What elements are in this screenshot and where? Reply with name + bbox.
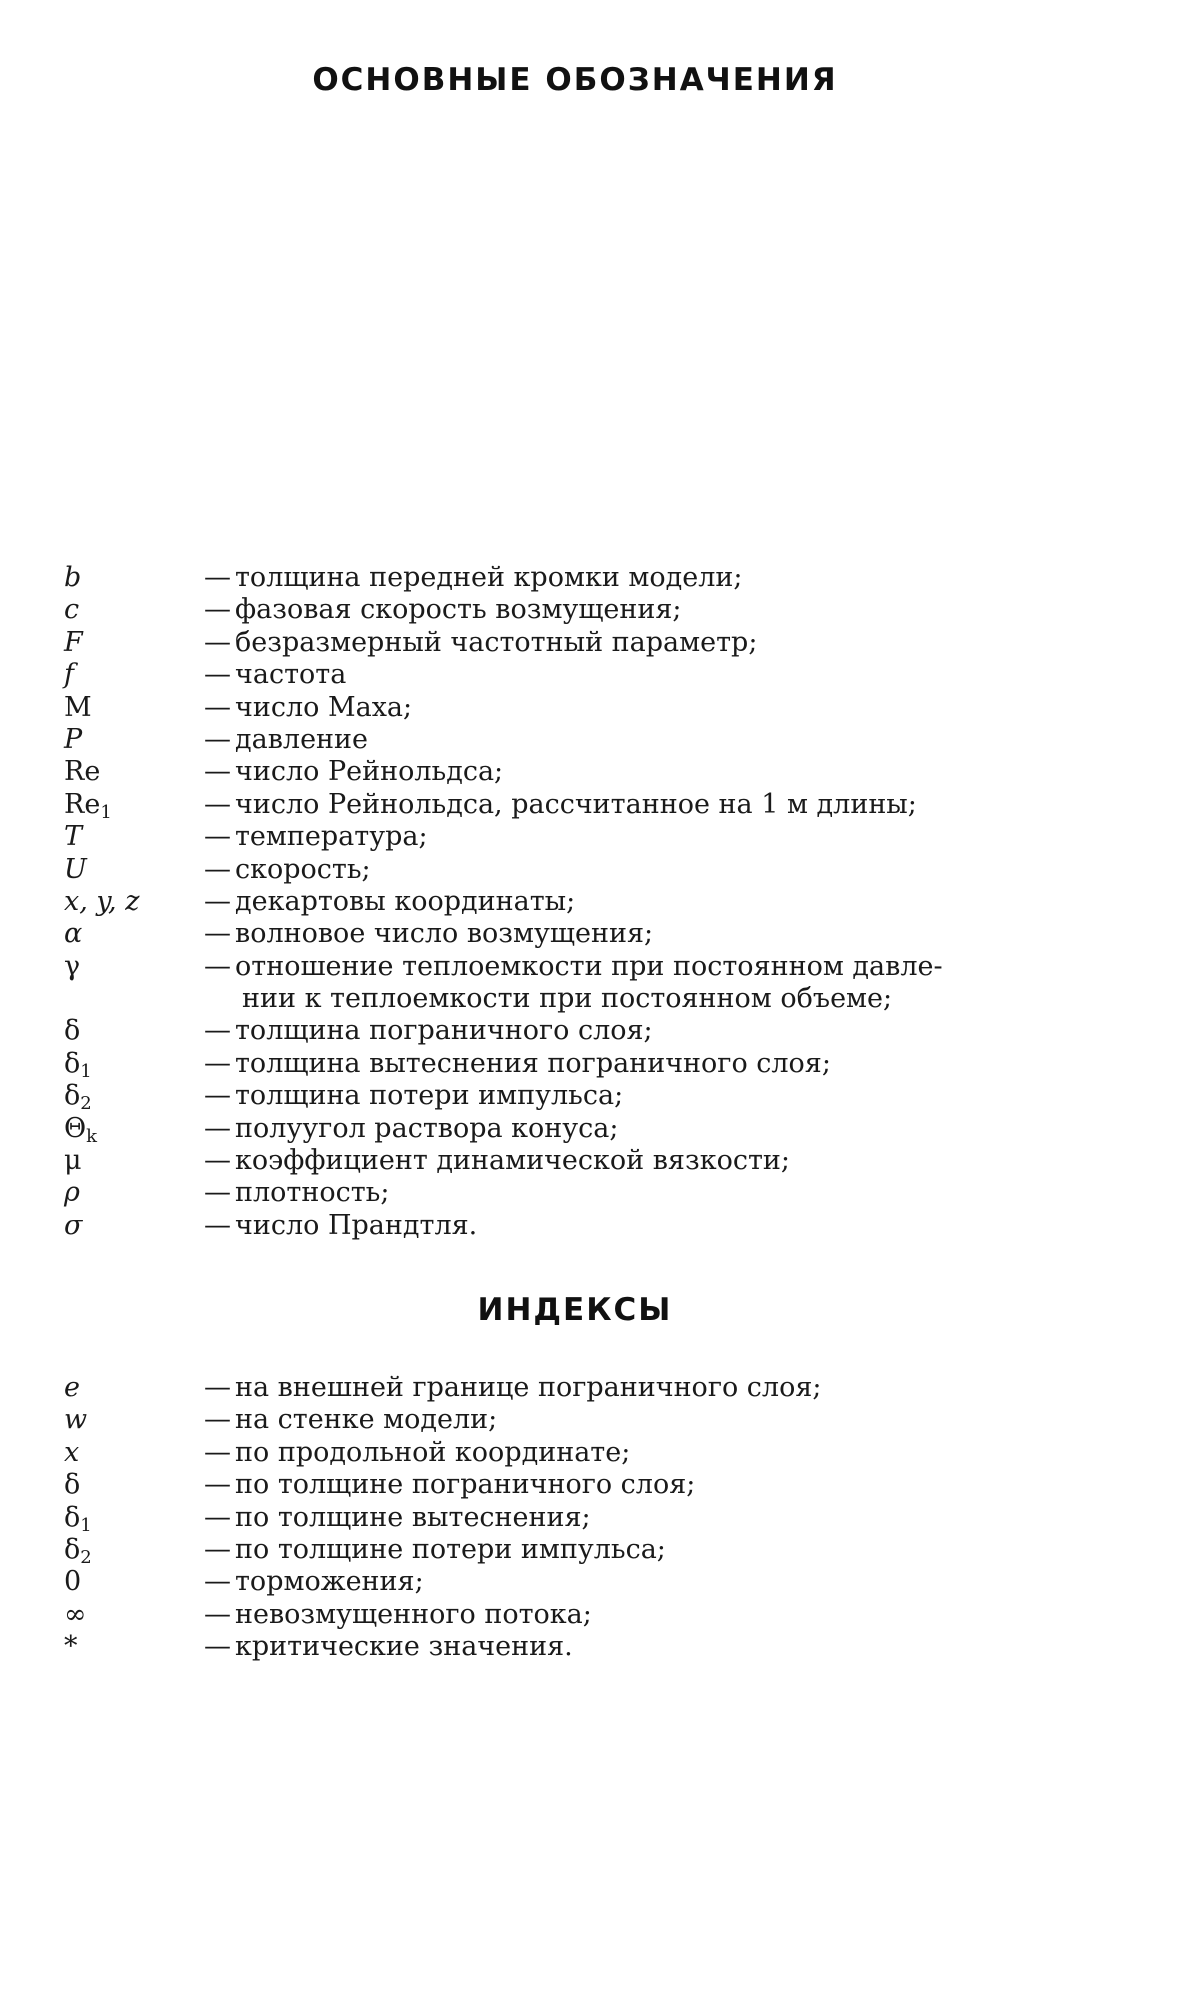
definition [204, 1372, 821, 1404]
index-list [64, 1372, 1124, 1664]
symbol-text: δ [64, 1015, 81, 1047]
symbol-text: δ [64, 1469, 81, 1501]
definition [204, 692, 412, 724]
em-dash: — [204, 1145, 231, 1177]
symbol-text: w [64, 1404, 88, 1436]
symbol [64, 1177, 204, 1209]
em-dash: — [204, 1631, 231, 1663]
notation-row [64, 886, 1124, 918]
symbol [64, 918, 204, 950]
symbol-text: c [64, 594, 80, 626]
definition [204, 1631, 573, 1663]
symbol-text: P [64, 723, 83, 755]
symbol-text: δ [64, 1047, 81, 1079]
definition-text: на внешней границе пограничного слоя; [235, 1372, 822, 1403]
symbol [64, 627, 204, 659]
symbol [64, 1469, 204, 1501]
symbol [64, 1599, 204, 1631]
symbol-subscript: 2 [80, 1546, 92, 1568]
em-dash: — [204, 1566, 231, 1598]
definition-text: температура; [235, 821, 428, 853]
symbol [64, 886, 204, 918]
symbol [64, 1372, 204, 1404]
symbol [64, 1631, 204, 1663]
section-heading-indices: ИНДЕКСЫ [477, 1292, 673, 1328]
definition-text: число Маха; [235, 691, 413, 723]
symbol [64, 562, 204, 594]
em-dash: — [204, 1080, 231, 1112]
symbol-text: M [64, 691, 92, 723]
em-dash: — [204, 1209, 231, 1241]
definition [204, 627, 757, 659]
symbol-text: ρ [64, 1177, 80, 1209]
symbol [64, 1566, 204, 1598]
em-dash: — [204, 1112, 231, 1144]
symbol [64, 692, 204, 724]
em-dash: — [204, 1533, 231, 1565]
definition [204, 854, 371, 886]
definition [204, 951, 943, 983]
em-dash: — [204, 723, 231, 755]
definition [204, 1437, 630, 1469]
notation-row [64, 724, 1124, 756]
symbol [64, 789, 204, 821]
definition-text: число Рейнольдса, рассчитанное на 1 м длины; [235, 788, 917, 820]
notation-row [64, 1048, 1124, 1080]
index-row [64, 1437, 1124, 1469]
em-dash: — [204, 1469, 231, 1501]
symbol [64, 1145, 204, 1177]
em-dash: — [204, 659, 231, 691]
definition-text: торможения; [235, 1566, 424, 1598]
symbol-subscript: 1 [80, 1060, 92, 1082]
symbol-text: b [64, 562, 82, 593]
symbol-text: Θ [64, 1112, 87, 1144]
definition-text: критические значения. [235, 1631, 573, 1663]
notation-row [64, 821, 1124, 853]
section-heading-notations: ОСНОВНЫЕ ОБОЗНАЧЕНИЯ [312, 62, 838, 98]
symbol [64, 1113, 204, 1145]
definition [204, 1048, 831, 1080]
em-dash: — [204, 950, 231, 982]
definition [204, 1113, 619, 1145]
definition-text: давление [235, 723, 369, 755]
em-dash: — [204, 1177, 231, 1209]
definition-text: декартовы координаты; [235, 885, 576, 917]
index-row [64, 1502, 1124, 1534]
notation-row [64, 659, 1124, 691]
notation-row [64, 854, 1124, 886]
notation-row [64, 951, 1124, 983]
notation-row [64, 562, 1124, 594]
definition-text: невозмущенного потока; [235, 1598, 592, 1630]
index-row [64, 1372, 1124, 1404]
em-dash: — [204, 1436, 231, 1468]
symbol-text: T [64, 821, 83, 853]
definition [204, 789, 917, 821]
definition-text: число Рейнольдса; [235, 756, 504, 788]
index-row [64, 1566, 1124, 1598]
definition-text: плотность; [235, 1177, 390, 1209]
definition [204, 1145, 790, 1177]
symbol [64, 821, 204, 853]
index-row [64, 1631, 1124, 1663]
symbol-text: γ [64, 950, 81, 982]
em-dash: — [204, 562, 231, 593]
symbol-text: Re [64, 756, 101, 788]
symbol-text: μ [64, 1145, 82, 1177]
symbol [64, 594, 204, 626]
symbol-text: Re [64, 788, 101, 820]
definition [204, 1015, 653, 1047]
em-dash: — [204, 788, 231, 820]
notation-row [64, 1015, 1124, 1047]
notation-row [64, 918, 1124, 950]
em-dash: — [204, 626, 231, 658]
definition [204, 1404, 497, 1436]
symbol-text: F [64, 626, 83, 658]
symbol-text: * [64, 1631, 78, 1663]
symbol [64, 1080, 204, 1115]
em-dash: — [204, 1372, 231, 1403]
definition [204, 886, 575, 918]
symbol-text: δ [64, 1533, 81, 1565]
symbol-text: f [64, 659, 74, 691]
symbol-text: ∞ [64, 1598, 87, 1630]
notation-row [64, 1145, 1124, 1177]
symbol-text: δ [64, 1080, 81, 1112]
notation-row [64, 692, 1124, 724]
definition-text: по толщине вытеснения; [235, 1501, 591, 1533]
em-dash: — [204, 918, 231, 950]
definition [204, 983, 892, 1015]
definition-text: по толщине пограничного слоя; [235, 1469, 696, 1501]
symbol [64, 1015, 204, 1047]
definition-text: на стенке модели; [235, 1404, 498, 1436]
em-dash: — [204, 1015, 231, 1047]
definition-text: коэффициент динамической вязкости; [235, 1145, 790, 1177]
definition [204, 724, 368, 756]
definition [204, 1502, 591, 1534]
definition-text: фазовая скорость возмущения; [235, 594, 682, 626]
symbol [64, 1210, 204, 1242]
em-dash: — [204, 691, 231, 723]
definition [204, 756, 503, 788]
em-dash: — [204, 1598, 231, 1630]
symbol [64, 756, 204, 788]
notation-list [64, 562, 1124, 1242]
symbol-subscript: 1 [100, 801, 112, 823]
em-dash: — [204, 756, 231, 788]
symbol-text: x, y, z [64, 885, 140, 917]
definition-text: число Прандтля. [235, 1209, 478, 1241]
symbol [64, 724, 204, 756]
definition-text: нии к теплоемкости при постоянном объеме; [242, 983, 893, 1015]
notation-row [64, 789, 1124, 821]
symbol [64, 1048, 204, 1080]
notation-row [64, 756, 1124, 788]
definition-text: по толщине потери импульса; [235, 1533, 666, 1565]
symbol-subscript: k [86, 1125, 98, 1147]
em-dash: — [204, 1501, 231, 1533]
symbol-text: δ [64, 1501, 81, 1533]
notation-row [64, 1113, 1124, 1145]
em-dash: — [204, 853, 231, 885]
definition-text: частота [235, 659, 347, 691]
em-dash: — [204, 594, 231, 626]
definition-text: скорость; [235, 853, 371, 885]
index-row [64, 1469, 1124, 1501]
definition [204, 1469, 695, 1501]
definition [204, 918, 653, 950]
symbol [64, 1502, 204, 1534]
definition [204, 562, 743, 594]
notation-row [64, 983, 1124, 1015]
definition [204, 1599, 592, 1631]
definition-text: толщина вытеснения пограничного слоя; [235, 1047, 831, 1079]
symbol [64, 1534, 204, 1566]
em-dash: — [204, 885, 231, 917]
definition [204, 1534, 666, 1566]
definition-text: волновое число возмущения; [235, 918, 654, 950]
notation-row [64, 594, 1124, 626]
symbol [64, 1404, 204, 1436]
definition-text: безразмерный частотный параметр; [235, 626, 758, 658]
symbol-text: U [64, 853, 87, 885]
definition-text: толщина пограничного слоя; [235, 1015, 653, 1047]
symbol-text: α [64, 918, 83, 950]
definition [204, 594, 682, 626]
definition [204, 1566, 424, 1598]
symbol [64, 1437, 204, 1469]
symbol-text: σ [64, 1209, 83, 1241]
definition-text: по продольной координате; [235, 1436, 631, 1468]
index-row [64, 1599, 1124, 1631]
definition [204, 821, 428, 853]
definition [204, 1210, 477, 1242]
definition [204, 659, 346, 691]
definition-text: толщина передней кромки модели; [235, 562, 743, 593]
definition-text: полуугол раствора конуса; [235, 1112, 619, 1144]
symbol [64, 854, 204, 886]
definition-text: толщина потери импульса; [235, 1080, 624, 1112]
symbol-subscript: 2 [80, 1093, 92, 1115]
definition-text: отношение теплоемкости при постоянном давле- [235, 950, 943, 982]
notation-row [64, 1177, 1124, 1209]
symbol [64, 659, 204, 691]
symbol [64, 951, 204, 983]
em-dash: — [204, 821, 231, 853]
notation-row [64, 1210, 1124, 1242]
symbol-text: e [64, 1372, 80, 1403]
index-row [64, 1534, 1124, 1566]
symbol-text: x [64, 1436, 80, 1468]
index-row [64, 1404, 1124, 1436]
notation-row [64, 627, 1124, 659]
symbol-text: 0 [64, 1566, 82, 1598]
symbol-subscript: 1 [80, 1514, 92, 1536]
definition [204, 1080, 623, 1112]
em-dash: — [204, 1047, 231, 1079]
notation-row [64, 1080, 1124, 1115]
definition [204, 1177, 389, 1209]
em-dash: — [204, 1404, 231, 1436]
